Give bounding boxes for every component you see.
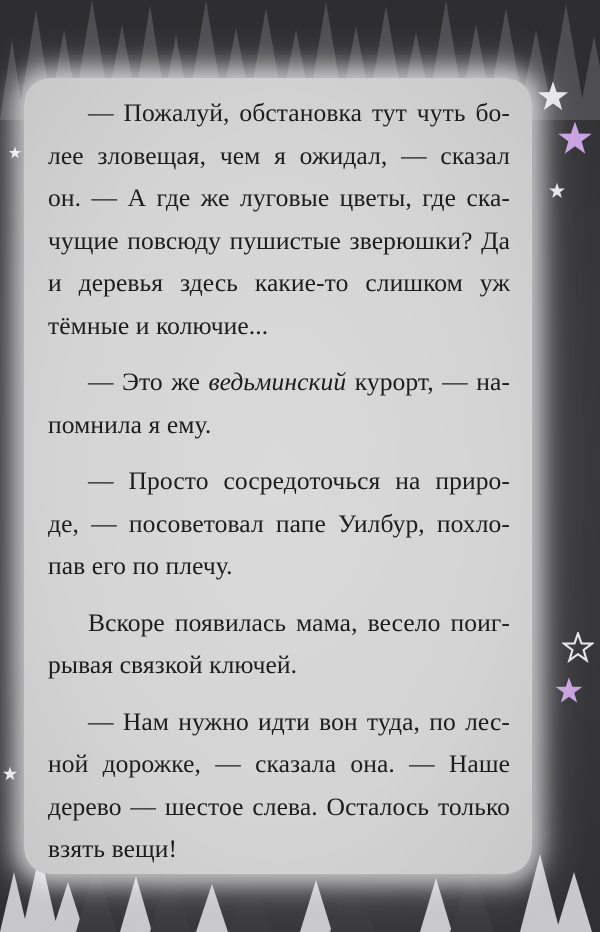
star-icon bbox=[556, 120, 594, 158]
text-fragment: — Это же bbox=[88, 367, 209, 396]
paragraph-2 bbox=[48, 361, 510, 446]
text-line: — Просто сосредоточься на приро- bbox=[88, 466, 510, 495]
star-icon bbox=[554, 676, 584, 706]
text-line: дерево — шестое слева. Осталось только bbox=[48, 791, 510, 821]
text-fragment: курорт, — на- bbox=[346, 367, 510, 396]
star-icon bbox=[8, 146, 22, 160]
star-outline-icon bbox=[562, 632, 594, 664]
italic-word: ведьминский bbox=[208, 367, 347, 396]
star-icon bbox=[536, 80, 570, 114]
text-line: тёмные и колючие... bbox=[48, 310, 269, 340]
text-line: помнила я ему. bbox=[48, 409, 212, 439]
star-icon bbox=[548, 182, 566, 200]
story-text bbox=[48, 92, 510, 885]
text-line: Вскоре появилась мама, весело поиг- bbox=[88, 607, 510, 637]
text-line: де, — посоветовал папе Уилбур, похло- bbox=[48, 508, 510, 538]
text-line: чущие повсюду пушистые зверюшки? Да bbox=[48, 225, 510, 255]
paragraph-1 bbox=[48, 92, 510, 347]
text-line: лее зловещая, чем я ожидал, — сказал bbox=[48, 140, 510, 170]
text-line: ной дорожке, — сказала она. — Наше bbox=[48, 749, 510, 778]
paragraph-5 bbox=[48, 701, 510, 871]
paragraph-3 bbox=[48, 460, 510, 588]
text-line: рывая связкой ключей. bbox=[48, 650, 298, 679]
star-icon bbox=[2, 766, 18, 782]
text-line: и деревья здесь какие-то слишком уж bbox=[48, 268, 510, 297]
paragraph-4 bbox=[48, 602, 510, 687]
text-line bbox=[48, 361, 510, 404]
text-line: взять вещи! bbox=[48, 834, 178, 863]
text-line: — Пожалуй, обстановка тут чуть бо- bbox=[88, 98, 510, 127]
text-line: пав его по плечу. bbox=[48, 551, 233, 580]
text-line: он. — А где же луговые цветы, где ска- bbox=[48, 183, 510, 212]
text-line: — Нам нужно идти вон туда, по лес- bbox=[88, 706, 510, 736]
